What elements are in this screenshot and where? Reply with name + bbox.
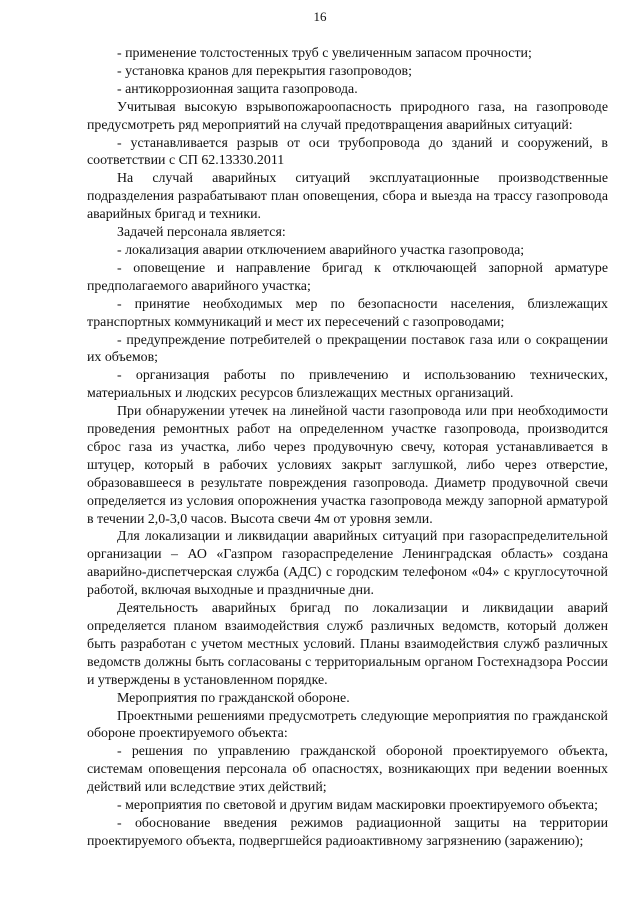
page-number: 16 <box>313 9 327 24</box>
paragraph: Учитывая высокую взрывопожароопасность природного газа, на газопроводе предусмотреть ряд мероприятий на случай предотвращения аварийных ситуаций: <box>87 99 608 133</box>
document-body <box>87 45 608 851</box>
paragraph: Деятельность аварийных бригад по локализации и ликвидации аварий определяется планом взаимодействия служб различных ведомств, который должен быть разработан с учетом местных условий. Планы взаимодействия служб различных ведомств должны быть согласованы с территориальным органом Гостехнадзора России и утверждены в установленном порядке. <box>87 601 608 688</box>
paragraph: - организация работы по привлечению и использованию технических, материальных и людских ресурсов близлежащих местных организаций. <box>87 368 608 402</box>
paragraph: - решения по управлению гражданской обороной проектируемого объекта, системам оповещения персонала об опасностях, возникающих при ведении военных действий или вследствие этих действий; <box>87 744 608 796</box>
paragraph: - принятие необходимых мер по безопасности населения, близлежащих транспортных коммуникаций и мест их пересечений с газопроводами; <box>87 296 608 330</box>
paragraph: Мероприятия по гражданской обороне. <box>117 690 350 706</box>
paragraph: Для локализации и ликвидации аварийных ситуаций при газораспределительной организации – АО «Газпром газораспределение Ленинградская область» создана аварийно-диспетчерская служба (АДС) с городским телефоном «04» с круглосуточной работой, включая выходные и праздничные дни. <box>87 529 608 599</box>
paragraph: На случай аварийных ситуаций эксплуатационные производственные подразделения разрабатывают план оповещения, сбора и выезда на трассу газопровода аварийных бригад и техники. <box>87 171 608 223</box>
paragraph: - антикоррозионная защита газопровода. <box>117 81 358 97</box>
paragraph: - мероприятия по световой и другим видам маскировки проектируемого объекта; <box>117 798 598 814</box>
paragraph: - установка кранов для перекрытия газопроводов; <box>117 63 412 79</box>
paragraph: - оповещение и направление бригад к отключающей запорной арматуре предполагаемого аварийного участка; <box>87 260 608 294</box>
paragraph: - предупреждение потребителей о прекращении поставок газа или о сокращении их объемов; <box>87 332 608 366</box>
paragraph: Задачей персонала является: <box>117 225 286 241</box>
paragraph: - устанавливается разрыв от оси трубопровода до зданий и сооружений, в соответствии с СП 62.13330.2011 <box>87 135 608 169</box>
paragraph: - локализация аварии отключением аварийного участка газопровода; <box>117 242 525 258</box>
paragraph: При обнаружении утечек на линейной части газопровода или при необходимости проведения ремонтных работ на определенном участке газопровода, производится сброс газа из участка, либо через продувочную свечу, которая устанавливается в штуцер, который в рабочих условиях закрыт заглушкой, либо через отверстие, образовавшееся в результате повреждения газопровода. Диаметр продувочной свечи определяется из условия опорожнения участка газопровода между запорной арматурой в течении 2,0-3,0 часов. Высота свечи 4м от уровня земли. <box>87 404 608 527</box>
paragraph: - обоснование введения режимов радиационной защиты на территории проектируемого объекта, подвергшейся радиоактивному загрязнению (заражению); <box>87 815 608 849</box>
paragraph: - применение толстостенных труб с увеличенным запасом прочности; <box>117 46 532 61</box>
paragraph: Проектными решениями предусмотреть следующие мероприятия по гражданской обороне проектируемого объекта: <box>87 708 608 742</box>
